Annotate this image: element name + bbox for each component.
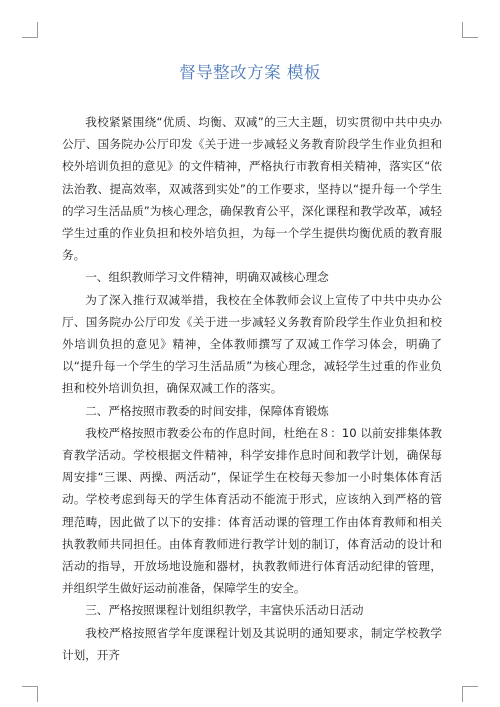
crop-mark-top-right-v (462, 22, 463, 38)
crop-mark-bottom-right-h (462, 686, 478, 687)
section-heading-3: 三、严格按照课程计划组织教学，丰富快乐活动日活动 (85, 603, 364, 618)
section-heading-1: 一、组织教师学习文件精神，明确双减核心理念 (85, 270, 329, 285)
crop-mark-top-right-h (462, 37, 478, 38)
crop-mark-top-left-v (37, 22, 38, 38)
paragraph-section-3: 我校严格按照省学年度课程计划及其说明的通知要求，制定学校教学计划，开齐 (62, 625, 442, 662)
paragraph-section-2: 我校严格按照市教委公布的作息时间，杜绝在８：10 以前安排集体教育教学活动。学校根据文件精神，科学安排作息时间和教学计划，确保每周安排“三课、两操、两活动”，保证学生在校每天参加一小时集体体育活动。学校考虑到每天的学生体育活动不能流于形式，应该纳入到严格的管理范畴，因此做了以下的安排：体育活动课的管理工作由体育教师和相关执教教师共同担任。由体育教师进行教学计划的制订，体育活动的设计和活动的指导，开放场地设施和器材，执教教师进行体育活动纪律的管理，并组织学生做好运动前准备，保障学生的安全。 (62, 425, 442, 596)
crop-mark-bottom-left-v (37, 686, 38, 702)
document-title: 督导整改方案 模板 (179, 63, 321, 82)
document-body (62, 111, 442, 666)
paragraph-intro: 我校紧紧围绕“优质、均衡、双减”的三大主题，切实贯彻中共中央办公厅、国务院办公厅印发《关于进一步减轻义务教育阶段学生作业负担和校外培训负担的意见》的文件精神，严格执行市教育相关精神，落实区“依法治教、提高效率，双减落到实处”的工作要求，坚持以“提升每一个学生的学习生活品质”为核心理念，确保教育公平，深化课程和教学改革，减轻学生过重的作业负担和校外培负担，为每一个学生提供均衡优质的教育服务。 (62, 115, 442, 263)
crop-mark-bottom-right-v (462, 686, 463, 702)
crop-mark-bottom-left-h (22, 686, 38, 687)
section-heading-2: 二、严格按照市教委的时间安排，保障体育锻炼 (85, 403, 329, 418)
crop-mark-top-left-h (22, 37, 38, 38)
paragraph-section-1: 为了深入推行双减举措，我校在全体教师会议上宣传了中共中央办公厅、国务院办公厅印发《关于进一步减轻义务教育阶段学生作业负担和校外培训负担的意见》精神，全体教师撰写了双减工作学习体会，明确了以“提升每一个学生的学习生活品质”为核心理念，减轻学生过重的作业负担和校外培训负担，确保双减工作的落实。 (62, 292, 442, 396)
